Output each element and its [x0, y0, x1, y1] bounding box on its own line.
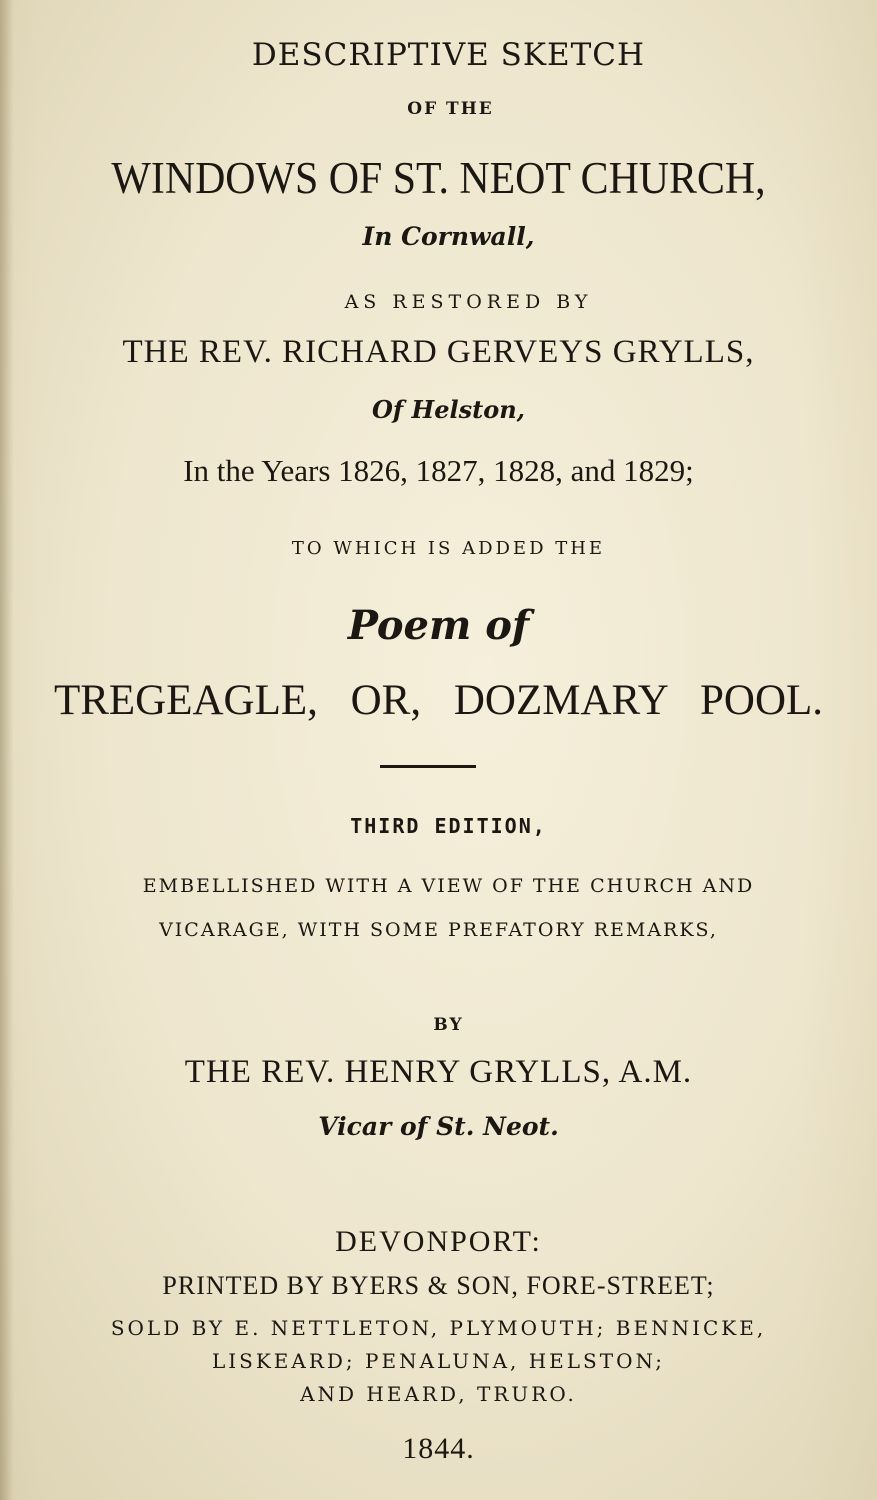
title-line-third-edition: THIRD EDITION, — [350, 814, 547, 838]
imprint-devonport: DEVONPORT: — [335, 1225, 542, 1258]
title-line-vicar-of-st-neot: Vicar of St. Neot. — [318, 1112, 559, 1141]
title-line-richard-grylls: THE REV. RICHARD GERVEYS GRYLLS, — [122, 334, 755, 370]
imprint-sold-by: SOLD BY E. NETTLETON, PLYMOUTH; BENNICKE, — [110, 1316, 767, 1340]
divider-rule — [380, 765, 476, 768]
title-line-by: BY — [433, 1015, 464, 1035]
title-line-windows: WINDOWS OF ST. NEOT CHURCH, — [111, 153, 766, 203]
imprint-heard-truro: AND HEARD, TRURO. — [300, 1382, 577, 1406]
title-line-poem-of: Poem of — [347, 602, 530, 649]
title-line-of-helston: Of Helston, — [371, 395, 526, 424]
title-line-of-the: OF THE — [407, 99, 494, 119]
title-line-to-which-is-added: TO WHICH IS ADDED THE — [291, 538, 606, 559]
title-line-descriptive-sketch: DESCRIPTIVE SKETCH — [251, 37, 646, 73]
title-line-tregeagle: TREGEAGLE, OR, DOZMARY POOL. — [53, 677, 824, 724]
imprint-printed-by: PRINTED BY BYERS & SON, FORE-STREET; — [162, 1271, 715, 1300]
title-line-embellished: EMBELLISHED WITH A VIEW OF THE CHURCH AND — [142, 875, 755, 897]
title-line-henry-grylls: THE REV. HENRY GRYLLS, A.M. — [184, 1054, 693, 1090]
imprint-liskeard: LISKEARD; PENALUNA, HELSTON; — [211, 1349, 666, 1373]
title-line-in-cornwall: In Cornwall, — [362, 222, 535, 251]
title-line-as-restored-by: AS RESTORED BY — [344, 291, 593, 313]
title-line-vicarage: VICARAGE, WITH SOME PREFATORY REMARKS, — [159, 919, 718, 941]
imprint-year: 1844. — [402, 1432, 475, 1465]
title-line-years: In the Years 1826, 1827, 1828, and 1829; — [183, 453, 694, 488]
